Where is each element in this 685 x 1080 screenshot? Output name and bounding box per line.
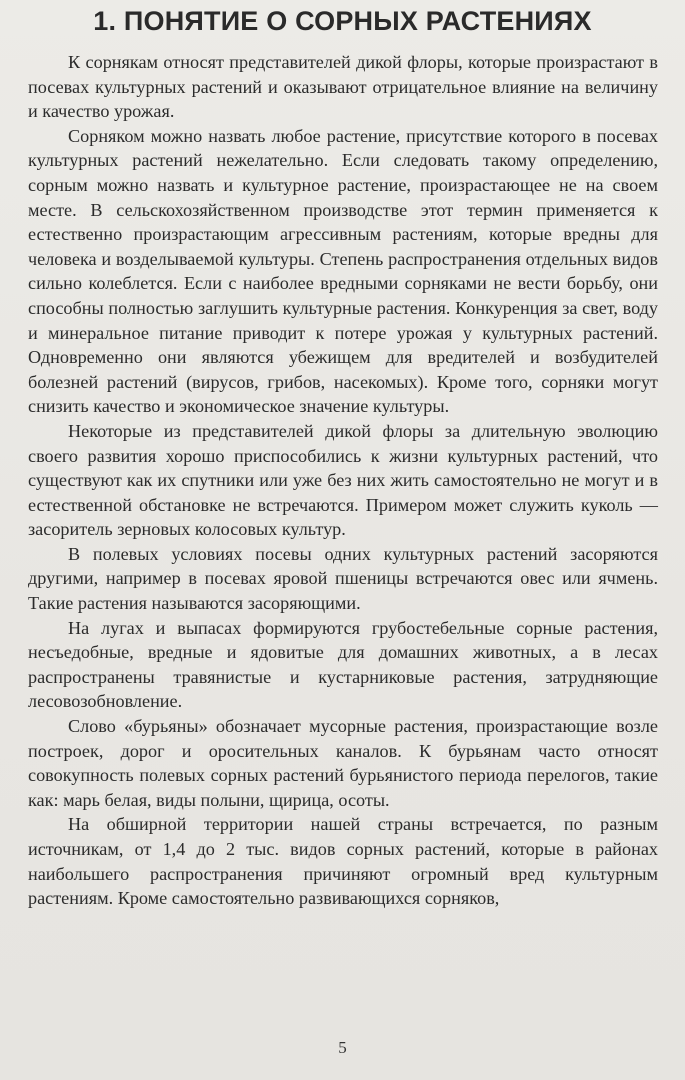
paragraph-1: К сорнякам относят представителей дикой флоры, которые произрастают в посевах культурных растений и оказывают отрицательное влияние на величину и качество урожая. <box>28 52 658 122</box>
chapter-title: 1. ПОНЯТИЕ О СОРНЫХ РАСТЕНИЯХ <box>93 6 592 36</box>
paragraph-4: В полевых условиях посевы одних культурных растений засоряются другими, например в посевах яровой пшеницы встречаются овес или ячмень. Такие растения называются засоряющими. <box>28 543 658 614</box>
paragraph-7: На обширной территории нашей страны встречается, по разным источникам, от 1,4 до 2 тыс. видов сорных растений, которые в районах наибольшего распространения причиняют огромный вред культурным растениям. Кроме самостоятельно развивающихся сорняков, <box>28 814 658 909</box>
paragraph-3: Некоторые из представителей дикой флоры за длительную эволюцию своего развития хорошо приспособились к жизни культурных растений, что существуют как их спутники или уже без них жить самостоятельно не могут и в естественной обстановке не встречаются. Примером может служить куколь — засоритель зерновых колосовых культур. <box>28 420 658 540</box>
paragraph-5: На лугах и выпасах формируются грубостебельные сорные растения, несъедобные, вредные и ядовитые для домашних животных, а в лесах распространены травянистые и кустарниковые растения, затрудняющие лесовозобновление. <box>28 617 658 712</box>
body-text <box>28 50 658 911</box>
paragraph-6: Слово «бурьяны» обозначает мусорные растения, произрастающие возле построек, дорог и оросительных каналов. К бурьянам часто относят совокупность полевых сорных растений бурьянистого периода перелогов, такие как: марь белая, виды полыни, щирица, осоты. <box>28 716 658 810</box>
paragraph-2: Сорняком можно назвать любое растение, присутствие которого в посевах культурных растений нежелательно. Если следовать такому определению, сорным можно назвать и культурное растение, произрастающее не на своем месте. В сельскохозяйственном производстве этот термин применяется к естественно произрастающим агрессивным растениям, которые вредны для человека и возделываемой культуры. Степень распространения отдельных видов сильно колеблется. Если с наиболее вредными сорняками не вести борьбу, они способны полностью заглушить культурные растения. Конкуренция за свет, воду и минеральное питание приводит к потере урожая у культурных растений. Одновременно они являются убежищем для вредителей и возбудителей болезней растений (вирусов, грибов, насекомых). Кроме того, сорняки могут снизить качество и экономическое значение культуры. <box>28 125 658 417</box>
page-number: 5 <box>338 1038 347 1057</box>
